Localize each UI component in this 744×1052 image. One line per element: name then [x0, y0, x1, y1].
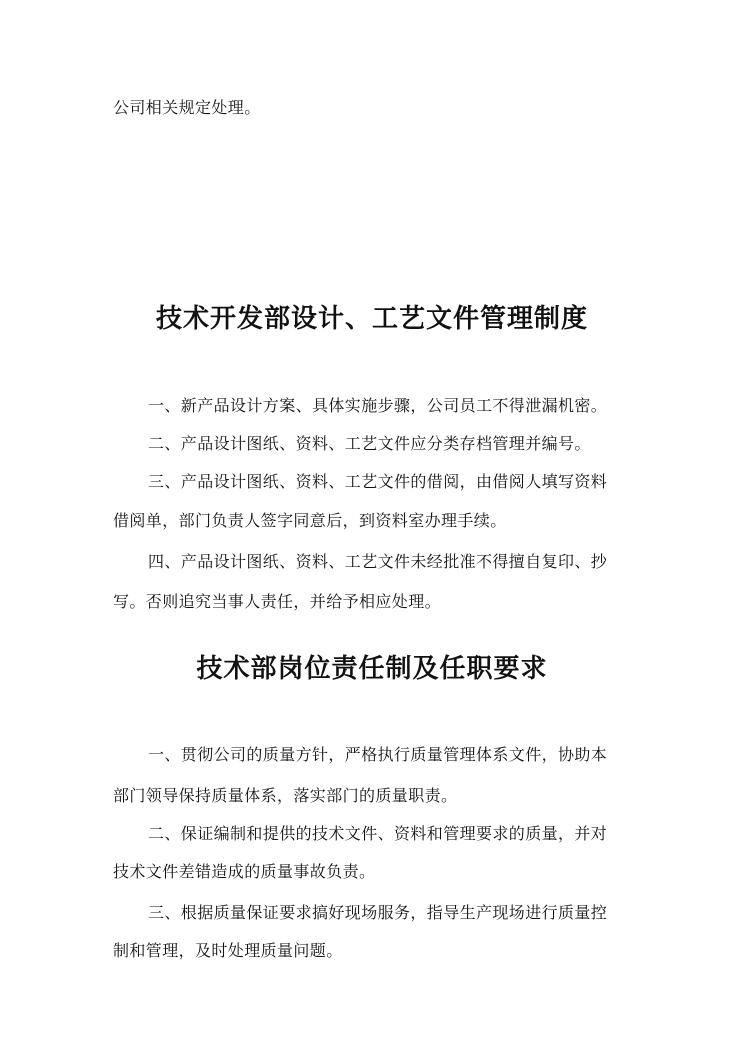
- section1-item3-line2: 借阅单，部门负责人签字同意后，到资料室办理手续。: [113, 511, 507, 530]
- section1-item1-line1: 一、新产品设计方案、具体实施步骤，公司员工不得泄漏机密。: [148, 396, 608, 415]
- section1-title: 技术开发部设计、工艺文件管理制度: [155, 304, 588, 334]
- section2-item1-line2: 部门领导保持质量体系，落实部门的质量职责。: [113, 786, 458, 805]
- section2-item1-line1: 一、贯彻公司的质量方针，严格执行质量管理体系文件，协助本: [148, 745, 608, 764]
- section1-item2-line1: 二、产品设计图纸、资料、工艺文件应分类存档管理并编号。: [148, 434, 591, 453]
- section2-item2-line1: 二、保证编制和提供的技术文件、资料和管理要求的质量，并对: [148, 824, 608, 843]
- section1-item3-line1: 三、产品设计图纸、资料、工艺文件的借阅，由借阅人填写资料: [148, 472, 608, 491]
- section2-item3-line1: 三、根据质量保证要求搞好现场服务，指导生产现场进行质量控: [148, 903, 608, 922]
- top-fragment-text: 公司相关规定处理。: [113, 98, 261, 117]
- section2-item2-line2: 技术文件差错造成的质量事故负责。: [113, 862, 376, 881]
- section1-item4-line2: 写。否则追究当事人责任，并给予相应处理。: [113, 592, 442, 611]
- section2-title: 技术部岗位责任制及任职要求: [196, 654, 548, 684]
- section2-item3-line2: 制和管理，及时处理质量问题。: [113, 941, 343, 960]
- section1-item4-line1: 四、产品设计图纸、资料、工艺文件未经批准不得擅自复印、抄: [148, 552, 608, 571]
